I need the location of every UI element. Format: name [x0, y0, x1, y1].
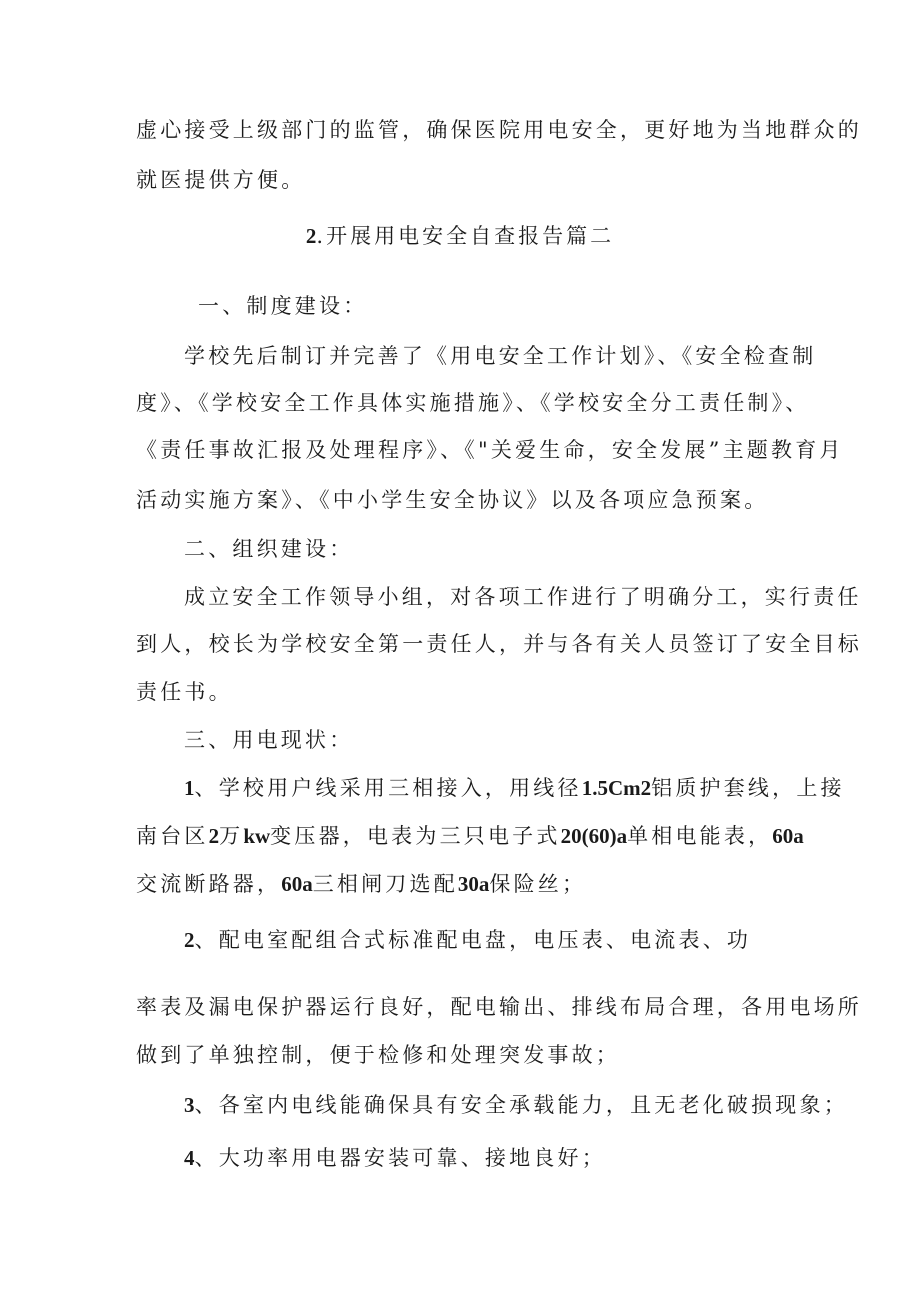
paragraph-line: 责任书。 [136, 680, 233, 704]
paragraph-line: 度》、《学校安全工作具体实施措施》、《学校安全分工责任制》、 [136, 391, 810, 415]
list-item-line [184, 926, 844, 954]
paragraph-line: 率表及漏电保护器运行良好，配电输出、排线布局合理，各用电场所 [136, 995, 862, 1019]
paragraph-line: 到人，校长为学校安全第一责任人，并与各有关人员签订了安全目标 [136, 632, 862, 656]
item-text: 万 [219, 824, 244, 848]
item-number: 2 [184, 928, 195, 952]
paragraph-line: 就医提供方便。 [136, 168, 306, 192]
paragraph-line: 活动实施方案》、《中小学生安全协议》以及各项应急预案。 [136, 488, 769, 512]
list-item-line [184, 774, 844, 802]
spec-value: 30a [457, 872, 490, 896]
list-item-line [184, 1144, 844, 1172]
spec-value: 60a [281, 872, 313, 896]
item-text: 、各室内电线能确保具有安全承载能力，且无老化破损现象； [194, 1093, 848, 1117]
item-number: 1 [184, 776, 195, 800]
item-number: 4 [184, 1146, 195, 1170]
subsection-title: 三、用电现状： [184, 728, 354, 752]
paragraph-line: 虚心接受上级部门的监管，确保医院用电安全，更好地为当地群众的 [136, 118, 862, 142]
spec-value: 1.5Cm2 [581, 776, 652, 800]
paragraph-line: 《责任事故汇报及处理程序》、《"关爱生命，安全发展”主题教育月 [136, 438, 844, 462]
heading-number: 2 [305, 224, 317, 248]
spec-value: 20(60)a [560, 824, 628, 848]
item-text: 铝质护套线，上接 [651, 776, 845, 800]
list-item-line [136, 870, 796, 898]
item-text: 交流断路器， [136, 872, 282, 896]
item-text: 单相电能表， [627, 824, 773, 848]
spec-value: 60a [772, 824, 804, 848]
item-number: 3 [184, 1093, 195, 1117]
item-text: 保险丝； [489, 872, 587, 896]
item-text: 变压器，电表为三只电子式 [270, 824, 561, 848]
subsection-title: 一、制度建设： [198, 294, 368, 318]
paragraph-line: 做到了单独控制，便于检修和处理突发事故； [136, 1043, 620, 1067]
item-text: 三相闸刀选配 [312, 872, 458, 896]
heading-text: .开展用电安全自查报告篇二 [316, 224, 615, 248]
list-item-line [184, 1091, 848, 1119]
paragraph-line: 学校先后制订并完善了《用电安全工作计划》、《安全检查制 [184, 344, 817, 368]
item-text: 、学校用户线采用三相接入，用线径 [194, 776, 582, 800]
subsection-title: 二、组织建设： [184, 537, 354, 561]
list-item-line [136, 822, 804, 850]
item-text: 南台区 [136, 824, 209, 848]
item-text: 、配电室配组合式标准配电盘，电压表、电流表、功 [194, 928, 752, 952]
item-text: 、大功率用电器安装可靠、接地良好； [194, 1146, 606, 1170]
spec-value: kw [243, 824, 271, 848]
paragraph-line: 成立安全工作领导小组，对各项工作进行了明确分工，实行责任 [184, 585, 862, 609]
section-heading [0, 222, 920, 250]
spec-value: 2 [208, 824, 220, 848]
